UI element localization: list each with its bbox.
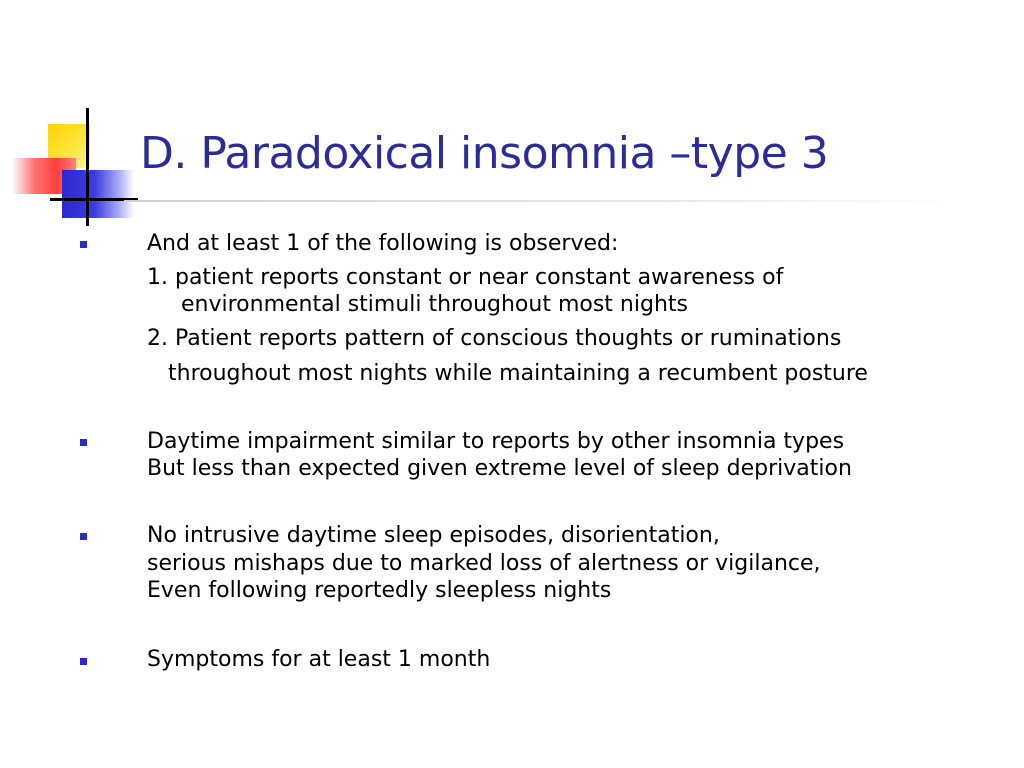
slide-title: D. Paradoxical insomnia –type 3 <box>140 128 829 179</box>
bullet-4-line-1: Symptoms for at least 1 month <box>147 647 491 672</box>
bullet-2-line-1: Daytime impairment similar to reports by other insomnia types <box>147 429 845 454</box>
bullet-3-line-1: No intrusive daytime sleep episodes, disorientation, <box>147 523 720 548</box>
bullet-1-line-5: throughout most nights while maintaining a recumbent posture <box>168 361 868 386</box>
logo-vertical-line <box>86 108 89 226</box>
bullet-marker <box>80 658 87 665</box>
bullet-marker <box>80 241 87 248</box>
logo-blue-square <box>62 170 134 218</box>
title-underline <box>124 200 964 202</box>
bullet-1-line-4: 2. Patient reports pattern of conscious thoughts or ruminations <box>147 326 842 351</box>
bullet-marker <box>80 439 87 446</box>
bullet-1-line-2: 1. patient reports constant or near constant awareness of <box>147 265 784 290</box>
bullet-3-line-2: serious mishaps due to marked loss of alertness or vigilance, <box>147 551 821 576</box>
decorative-logo <box>12 108 142 228</box>
bullet-3-line-3: Even following reportedly sleepless nights <box>147 578 612 603</box>
bullet-1-line-3: environmental stimuli throughout most nights <box>181 292 688 317</box>
bullet-1-line-1: And at least 1 of the following is observed: <box>147 231 619 256</box>
bullet-marker <box>80 533 87 540</box>
bullet-2-line-2: But less than expected given extreme level of sleep deprivation <box>147 456 852 481</box>
